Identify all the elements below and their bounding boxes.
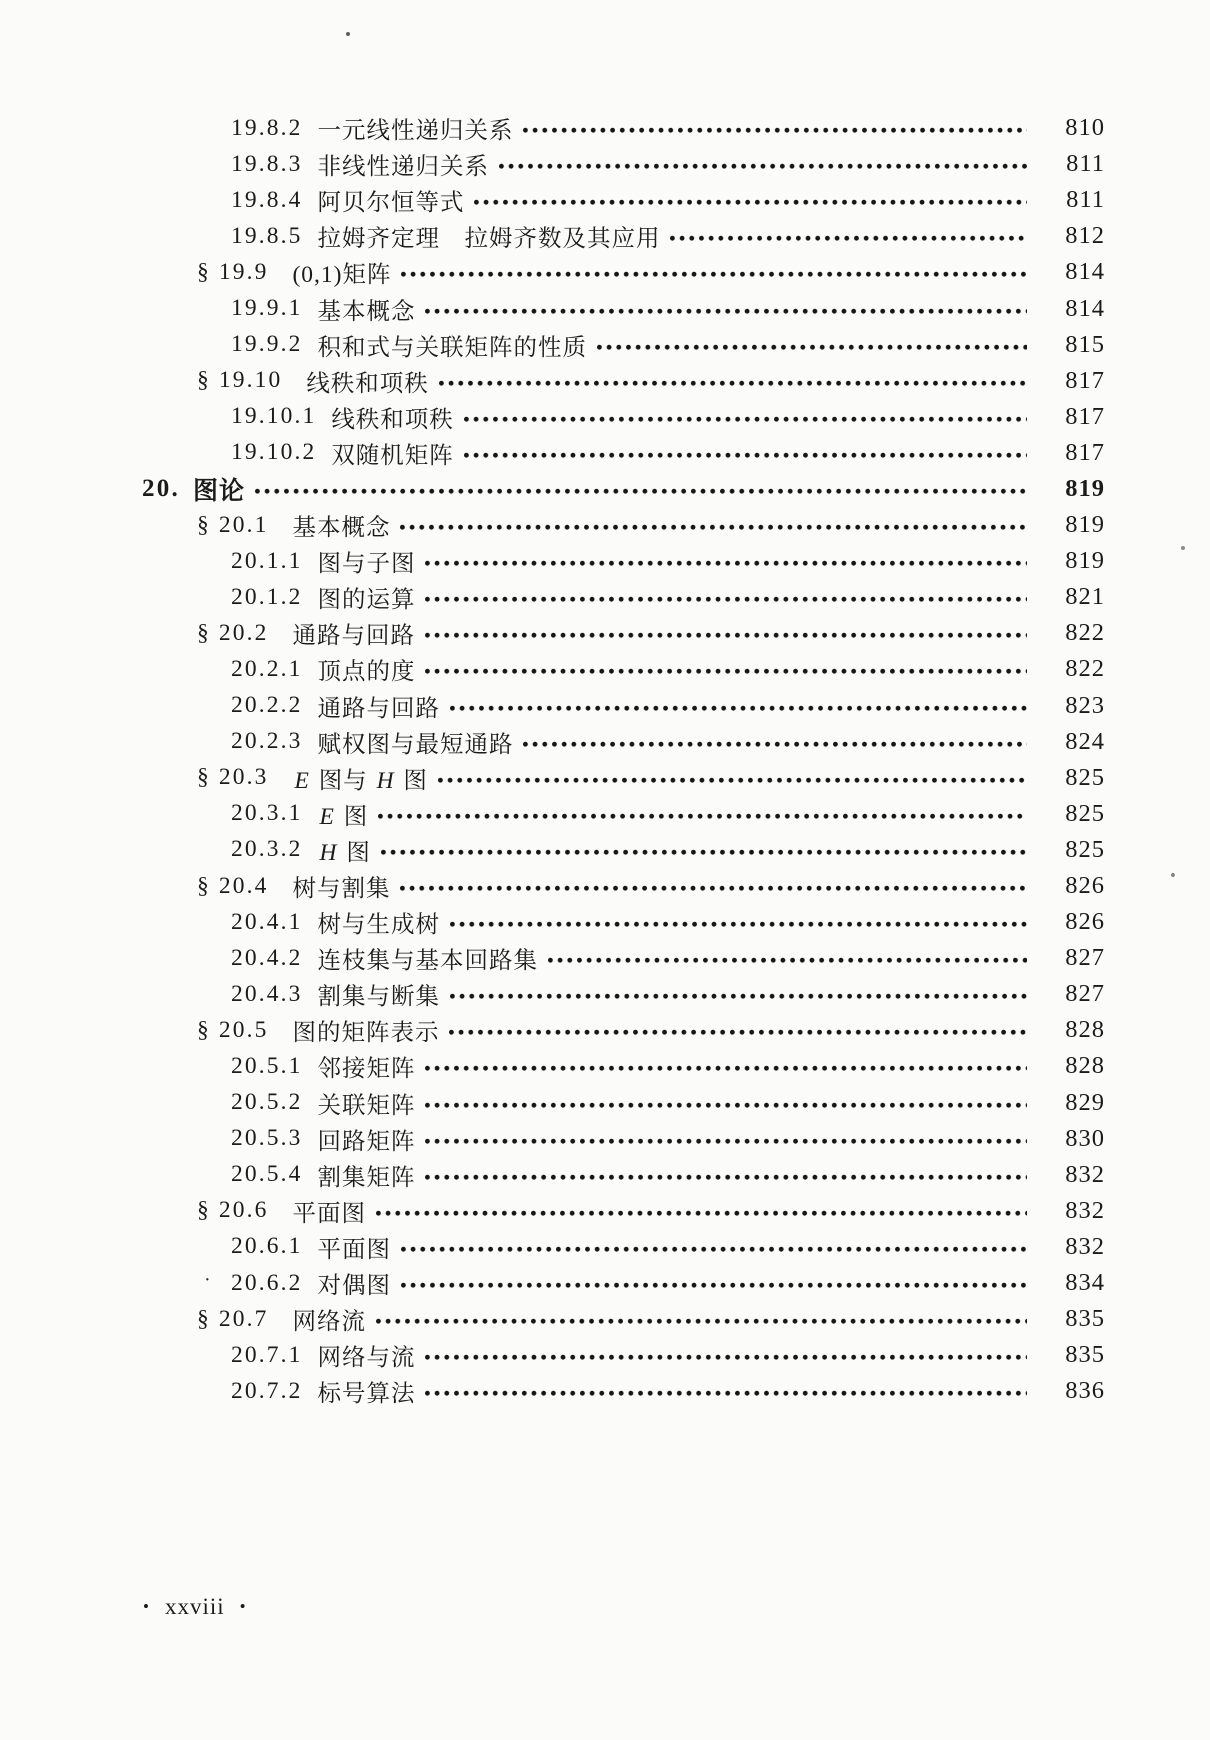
toc-entry <box>231 688 1105 724</box>
toc-entry <box>197 760 1105 796</box>
entry-number: § 20.4 <box>197 872 269 899</box>
dot-leader-icon <box>425 1065 1027 1072</box>
entry-title: 平面图 <box>317 1236 391 1263</box>
entry-title: E 图 <box>319 803 369 830</box>
dot-leader-icon <box>464 416 1027 423</box>
entry-number: 19.8.2 <box>231 114 303 141</box>
entry-number: 19.9.1 <box>231 295 303 322</box>
entry-page: 828 <box>1065 1016 1105 1044</box>
entry-number: § 19.9 <box>197 258 269 285</box>
entry-page: 824 <box>1065 727 1105 755</box>
toc-entry <box>231 146 1105 182</box>
dot-leader-icon <box>464 452 1027 459</box>
entry-page: 822 <box>1065 619 1105 647</box>
toc-entry <box>204 1265 1105 1301</box>
entry-page: 826 <box>1065 908 1105 936</box>
entry-title: 割集与断集 <box>317 984 440 1011</box>
entry-page: 817 <box>1065 366 1105 394</box>
entry-page: 819 <box>1065 511 1105 539</box>
entry-number: 20.5.3 <box>231 1125 303 1152</box>
toc-entry <box>231 110 1105 146</box>
toc-entry <box>197 254 1105 290</box>
entry-page: 817 <box>1065 402 1105 430</box>
entry-number: 20. <box>142 474 180 502</box>
toc-entry <box>231 1157 1105 1193</box>
toc-entry <box>231 1373 1105 1409</box>
entry-page: 825 <box>1065 763 1105 791</box>
dot-leader-icon <box>438 777 1027 784</box>
entry-number: 20.1.2 <box>231 583 303 610</box>
entry-number: 20.2.1 <box>231 655 303 682</box>
entry-title: 赋权图与最短通路 <box>317 731 514 758</box>
entry-number: 20.7.2 <box>231 1377 303 1404</box>
entry-number: 20.5.2 <box>231 1089 303 1116</box>
entry-title: 网络与流 <box>317 1345 416 1372</box>
entry-number: 19.9.2 <box>231 331 303 358</box>
toc-entry <box>197 1193 1105 1229</box>
footer-left-dot: • <box>143 1597 150 1616</box>
entry-page: 810 <box>1065 114 1105 142</box>
entry-number: § 20.3 <box>197 764 269 791</box>
dot-leader-icon <box>474 199 1027 206</box>
entry-number: 19.10.1 <box>231 403 317 430</box>
entry-number: 20.4.2 <box>231 944 303 971</box>
entry-number: § 20.5 <box>197 1016 269 1043</box>
entry-page: 835 <box>1065 1341 1105 1369</box>
entry-number: 20.5.4 <box>231 1161 303 1188</box>
entry-number: 19.8.4 <box>231 186 303 213</box>
entry-page: 836 <box>1065 1377 1105 1405</box>
entry-title: 基本概念 <box>292 515 391 542</box>
entry-page: 812 <box>1065 222 1105 250</box>
entry-title: E 图与 H 图 <box>294 767 428 794</box>
toc-entry <box>231 796 1105 832</box>
entry-title: 割集矩阵 <box>317 1164 416 1191</box>
toc-entry <box>231 1085 1105 1121</box>
entry-number: § 19.10 <box>197 367 283 394</box>
dot-leader-icon <box>450 705 1027 712</box>
entry-page: 825 <box>1065 799 1105 827</box>
entry-title: H 图 <box>319 839 371 866</box>
entry-title: 对偶图 <box>317 1273 391 1300</box>
toc-entry <box>231 976 1105 1012</box>
entry-title: 拉姆齐定理 拉姆齐数及其应用 <box>317 226 661 253</box>
toc-entry <box>231 182 1105 218</box>
entry-title: 网络流 <box>292 1309 366 1336</box>
entry-title: 阿贝尔恒等式 <box>317 190 465 217</box>
toc-entry <box>197 507 1105 543</box>
entry-title: 图与子图 <box>317 551 416 578</box>
dot-leader-icon <box>401 1282 1027 1289</box>
page-footer <box>143 1594 247 1620</box>
toc-entry <box>231 327 1105 363</box>
scan-speck <box>346 32 350 36</box>
dot-leader-icon <box>425 632 1027 639</box>
entry-title: 关联矩阵 <box>317 1092 416 1119</box>
entry-title: 一元线性递归关系 <box>317 118 514 145</box>
dot-leader-icon <box>425 1174 1027 1181</box>
toc-entry <box>231 399 1105 435</box>
entry-page: 822 <box>1065 655 1105 683</box>
dot-leader-icon <box>450 921 1027 928</box>
entry-prefix: · <box>204 1269 212 1291</box>
entry-page: 832 <box>1065 1232 1105 1260</box>
entry-page: 828 <box>1065 1052 1105 1080</box>
entry-page: 811 <box>1066 186 1105 214</box>
dot-leader-icon <box>401 271 1027 278</box>
dot-leader-icon <box>523 741 1027 748</box>
entry-number: 19.10.2 <box>231 439 317 466</box>
dot-leader-icon <box>499 163 1027 170</box>
entry-page: 826 <box>1065 872 1105 900</box>
dot-leader-icon <box>425 1354 1027 1361</box>
entry-title: 双随机矩阵 <box>331 442 454 469</box>
toc-entry <box>197 1012 1105 1048</box>
toc-entry <box>231 543 1105 579</box>
entry-title: 通路与回路 <box>317 695 440 722</box>
dot-leader-icon <box>425 1102 1027 1109</box>
dot-leader-icon <box>597 344 1027 351</box>
entry-title: 树与割集 <box>292 876 391 903</box>
dot-leader-icon <box>425 596 1027 603</box>
entry-page: 830 <box>1065 1124 1105 1152</box>
toc-entry <box>231 1121 1105 1157</box>
entry-page: 814 <box>1065 258 1105 286</box>
entry-title: 非线性递归关系 <box>317 154 489 181</box>
entry-page: 832 <box>1065 1196 1105 1224</box>
entry-title: 回路矩阵 <box>317 1128 416 1155</box>
toc-list <box>0 110 1210 1409</box>
toc-entry <box>231 940 1105 976</box>
dot-leader-icon <box>439 380 1027 387</box>
entry-page: 834 <box>1065 1269 1105 1297</box>
entry-page: 817 <box>1065 438 1105 466</box>
dot-leader-icon <box>425 1138 1027 1145</box>
entry-number: 20.2.3 <box>231 728 303 755</box>
entry-page: 814 <box>1065 294 1105 322</box>
dot-leader-icon <box>381 849 1027 856</box>
entry-title: 平面图 <box>292 1200 366 1227</box>
scan-speck <box>1181 546 1185 550</box>
entry-title: 线秩和项秩 <box>331 406 454 433</box>
entry-page: 819 <box>1065 547 1105 575</box>
entry-number: § 20.1 <box>197 511 269 538</box>
entry-number: 20.6.2 <box>231 1269 303 1296</box>
entry-number: 20.4.1 <box>231 908 303 935</box>
toc-entry <box>231 1337 1105 1373</box>
entry-number: § 20.2 <box>197 619 269 646</box>
entry-number: 20.4.3 <box>231 980 303 1007</box>
entry-number: 20.2.2 <box>231 692 303 719</box>
entry-page: 821 <box>1065 583 1105 611</box>
entry-number: § 20.7 <box>197 1305 269 1332</box>
entry-title: 线秩和项秩 <box>306 370 429 397</box>
toc-entry <box>231 290 1105 326</box>
toc-entry <box>231 435 1105 471</box>
entry-number: 19.8.5 <box>231 222 303 249</box>
entry-page: 825 <box>1065 835 1105 863</box>
dot-leader-icon <box>378 813 1027 820</box>
entry-title: 图的矩阵表示 <box>292 1020 440 1047</box>
dot-leader-icon <box>400 524 1027 531</box>
entry-page: 823 <box>1065 691 1105 719</box>
dot-leader-icon <box>450 993 1027 1000</box>
entry-title: 树与生成树 <box>317 912 440 939</box>
entry-title: 标号算法 <box>317 1381 416 1408</box>
dot-leader-icon <box>548 957 1027 964</box>
toc-entry <box>197 363 1105 399</box>
toc-entry <box>197 868 1105 904</box>
dot-leader-icon <box>376 1318 1027 1325</box>
toc-entry <box>231 218 1105 254</box>
entry-number: 20.3.1 <box>231 800 303 827</box>
entry-page: 827 <box>1065 944 1105 972</box>
dot-leader-icon <box>425 1390 1027 1397</box>
dot-leader-icon <box>255 488 1027 495</box>
entry-number: 20.1.1 <box>231 547 303 574</box>
entry-page: 811 <box>1066 150 1105 178</box>
entry-number: 20.3.2 <box>231 836 303 863</box>
dot-leader-icon <box>425 560 1027 567</box>
footer-right-dot: • <box>239 1597 247 1616</box>
entry-number: 19.8.3 <box>231 150 303 177</box>
entry-number: § 20.6 <box>197 1197 269 1224</box>
dot-leader-icon <box>449 1029 1027 1036</box>
entry-page: 832 <box>1065 1160 1105 1188</box>
entry-title: 图论 <box>193 477 246 505</box>
toc-entry <box>231 832 1105 868</box>
dot-leader-icon <box>425 308 1027 315</box>
entry-page: 829 <box>1065 1088 1105 1116</box>
toc-entry <box>231 724 1105 760</box>
toc-entry <box>231 1229 1105 1265</box>
entry-title: 顶点的度 <box>317 659 416 686</box>
entry-title: 通路与回路 <box>292 623 415 650</box>
dot-leader-icon <box>523 127 1027 134</box>
toc-entry <box>231 579 1105 615</box>
footer-page-number: xxviii <box>164 1594 225 1619</box>
dot-leader-icon <box>400 885 1027 892</box>
dot-leader-icon <box>425 668 1027 675</box>
entry-title: (0,1)矩阵 <box>292 262 392 289</box>
toc-entry <box>231 1048 1105 1084</box>
entry-number: 20.7.1 <box>231 1341 303 1368</box>
entry-title: 邻接矩阵 <box>317 1056 416 1083</box>
entry-page: 819 <box>1065 474 1105 502</box>
entry-title: 图的运算 <box>317 587 416 614</box>
toc-entry <box>142 471 1105 507</box>
entry-number: 20.6.1 <box>231 1233 303 1260</box>
entry-title: 基本概念 <box>317 298 416 325</box>
toc-entry <box>197 1301 1105 1337</box>
entry-title: 连枝集与基本回路集 <box>317 948 538 975</box>
dot-leader-icon <box>670 235 1027 242</box>
dot-leader-icon <box>401 1246 1027 1253</box>
toc-entry <box>197 615 1105 651</box>
toc-entry <box>231 904 1105 940</box>
dot-leader-icon <box>376 1210 1027 1217</box>
entry-title: 积和式与关联矩阵的性质 <box>317 334 587 361</box>
entry-page: 827 <box>1065 980 1105 1008</box>
entry-page: 815 <box>1065 330 1105 358</box>
entry-number: 20.5.1 <box>231 1052 303 1079</box>
entry-page: 835 <box>1065 1305 1105 1333</box>
toc-entry <box>231 651 1105 687</box>
